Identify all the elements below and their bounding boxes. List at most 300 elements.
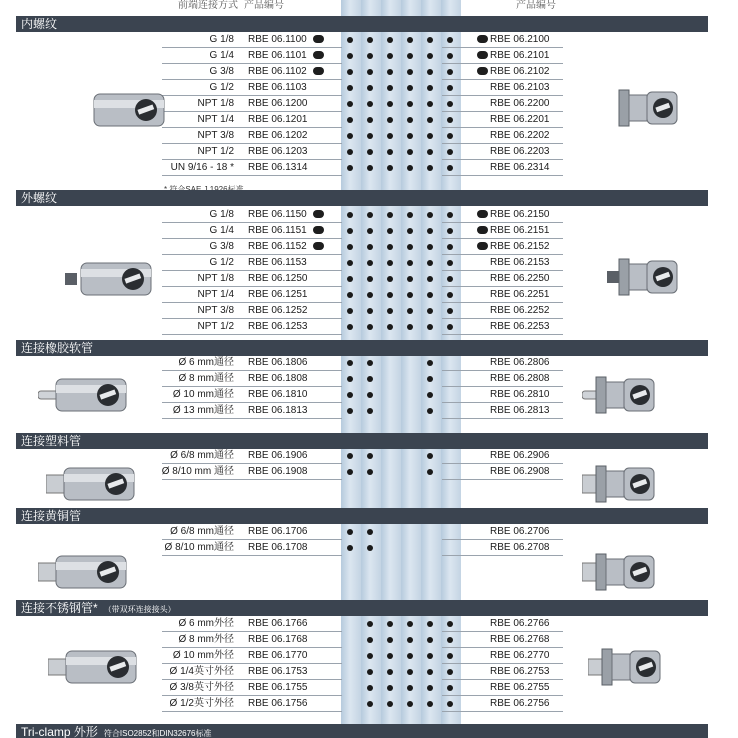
availability-dot [407,69,413,75]
section-header [16,600,708,616]
section-title-text: 内螺纹 [21,17,58,31]
availability-dot [387,69,393,75]
availability-dot [447,685,453,691]
availability-dot [427,453,433,459]
availability-dot [347,453,353,459]
product-code-right: RBE 06.2753 [490,666,550,677]
coupling-part-right-icon [582,373,662,422]
coupling-part-left-icon [76,88,168,137]
availability-dot [367,308,373,314]
availability-dot [447,701,453,707]
connection-size: G 1/2 [209,82,234,93]
availability-dot [427,653,433,659]
product-code-left: RBE 06.1250 [248,273,308,284]
availability-dot [387,308,393,314]
small-black-badge-icon [313,35,324,43]
product-code-left: RBE 06.1103 [248,82,307,93]
availability-dot [427,637,433,643]
availability-dot [367,276,373,282]
table-row [0,207,738,223]
availability-dot [367,469,373,475]
availability-dot [447,37,453,43]
section-header [16,508,708,524]
availability-dot [427,53,433,59]
availability-dot [387,685,393,691]
product-code-right: RBE 06.2813 [490,405,550,416]
availability-dot [407,669,413,675]
availability-dot [347,292,353,298]
availability-dot [347,37,353,43]
header-connection-type: 前端连接方式 [178,0,238,11]
small-black-badge-icon [477,226,488,234]
availability-dot [447,212,453,218]
section-header [16,190,708,206]
connection-size: NPT 1/2 [197,146,234,157]
availability-dot [427,701,433,707]
connection-size: NPT 3/8 [197,305,234,316]
availability-dot [347,324,353,330]
availability-dot [367,37,373,43]
availability-dot [387,37,393,43]
availability-dot [407,37,413,43]
availability-dot [427,37,433,43]
product-code-left: RBE 06.1808 [248,373,308,384]
availability-dot [347,308,353,314]
product-code-right: RBE 06.2806 [490,357,550,368]
product-code-right: RBE 06.2151 [490,225,550,236]
connection-size: NPT 1/4 [197,114,234,125]
availability-dot [427,469,433,475]
table-row [0,616,738,632]
availability-dot [427,376,433,382]
availability-dot [347,260,353,266]
section-title [21,190,63,208]
product-code-left: RBE 06.1708 [248,542,308,553]
product-code-right: RBE 06.2314 [490,162,550,173]
availability-dot [367,545,373,551]
product-code-left: RBE 06.1813 [248,405,308,416]
availability-dot [427,69,433,75]
small-black-badge-icon [477,51,488,59]
product-code-left: RBE 06.1152 [248,241,307,252]
product-code-right: RBE 06.2908 [490,466,550,477]
product-code-right: RBE 06.2708 [490,542,550,553]
availability-dot [367,637,373,643]
availability-dot [367,669,373,675]
section-title [21,724,212,738]
availability-dot [347,133,353,139]
section-note: 符合ISO2852和DIN32676标准 [103,729,212,738]
availability-dot [367,408,373,414]
table-row [0,160,738,176]
section-title-text: 连接黄铜管 [21,509,82,523]
availability-dot [427,149,433,155]
availability-dot [447,260,453,266]
connection-size: NPT 1/8 [197,273,234,284]
product-code-right: RBE 06.2706 [490,526,550,537]
availability-dot [447,244,453,250]
section-title-text: 连接橡胶软管 [21,341,94,355]
availability-dot [367,376,373,382]
coupling-part-right-icon [582,462,662,511]
table-row [0,355,738,371]
product-code-right: RBE 06.2906 [490,450,550,461]
availability-dot [407,244,413,250]
table-row [0,144,738,160]
product-code-right: RBE 06.2808 [490,373,550,384]
table-row [0,32,738,48]
availability-dot [427,133,433,139]
small-black-badge-icon [477,67,488,75]
product-code-left: RBE 06.1766 [248,618,308,629]
availability-dot [347,376,353,382]
connection-size: Ø 3/8英寸外径 [169,682,234,693]
availability-dot [347,69,353,75]
availability-dot [447,69,453,75]
availability-dot [447,53,453,59]
availability-dot [447,637,453,643]
product-code-right: RBE 06.2766 [490,618,550,629]
product-code-left: RBE 06.1251 [248,289,308,300]
availability-dot [367,685,373,691]
availability-dot [427,260,433,266]
availability-dot [367,292,373,298]
availability-dot [387,165,393,171]
connection-size: G 1/4 [209,225,234,236]
product-code-left: RBE 06.1203 [248,146,308,157]
product-code-right: RBE 06.2200 [490,98,550,109]
product-code-left: RBE 06.1151 [248,225,307,236]
product-code-left: RBE 06.1756 [248,698,308,709]
availability-dot [367,69,373,75]
availability-dot [387,133,393,139]
availability-dot [387,212,393,218]
table-row [0,524,738,540]
availability-dot [347,149,353,155]
section-title-text: 连接塑料管 [21,434,82,448]
availability-dot [387,669,393,675]
section-header [16,433,708,449]
availability-dot [427,360,433,366]
coupling-part-left-icon [48,645,140,694]
availability-dot [387,701,393,707]
connection-size: Ø 8 mm通径 [178,373,234,384]
availability-dot [367,260,373,266]
table-row [0,239,738,255]
product-code-right: RBE 06.2150 [490,209,550,220]
availability-dot [347,101,353,107]
availability-dot [347,212,353,218]
availability-dot [407,621,413,627]
product-code-right: RBE 06.2810 [490,389,550,400]
connection-size: Ø 6 mm外径 [178,618,234,629]
product-code-left: RBE 06.1770 [248,650,308,661]
availability-dot [447,101,453,107]
availability-dot [347,165,353,171]
product-code-right: RBE 06.2101 [490,50,550,61]
connection-size: G 1/4 [209,50,234,61]
availability-dot [347,85,353,91]
product-code-right: RBE 06.2755 [490,682,550,693]
availability-dot [387,292,393,298]
availability-dot [367,244,373,250]
availability-dot [347,408,353,414]
availability-dot [447,133,453,139]
availability-dot [427,621,433,627]
availability-dot [347,117,353,123]
connection-size: Ø 6/8 mm通径 [170,450,234,461]
availability-dot [427,228,433,234]
product-code-right: RBE 06.2756 [490,698,550,709]
availability-dot [407,165,413,171]
small-black-badge-icon [313,67,324,75]
availability-dot [367,85,373,91]
availability-dot [387,260,393,266]
coupling-part-right-icon [582,550,662,599]
availability-dot [447,165,453,171]
coupling-part-left-icon [38,550,130,599]
availability-dot [427,408,433,414]
connection-size: NPT 1/8 [197,98,234,109]
availability-dot [407,149,413,155]
section-title-text: 外螺纹 [21,191,58,205]
product-code-left: RBE 06.1314 [248,162,308,173]
availability-dot [447,669,453,675]
product-code-right: RBE 06.2253 [490,321,550,332]
table-row [0,696,738,712]
availability-dot [427,244,433,250]
availability-dot [447,149,453,155]
availability-dot [427,292,433,298]
product-code-right: RBE 06.2102 [490,66,550,77]
availability-dot [407,685,413,691]
connection-size: Ø 8/10 mm 通径 [161,466,234,477]
product-code-right: RBE 06.2768 [490,634,550,645]
availability-dot [347,53,353,59]
connection-size: UN 9/16 - 18 * [170,162,234,173]
availability-dot [347,244,353,250]
product-code-left: RBE 06.1253 [248,321,308,332]
availability-dot [367,392,373,398]
connection-size: Ø 8 mm外径 [178,634,234,645]
product-code-left: RBE 06.1100 [248,34,307,45]
availability-dot [367,324,373,330]
section-note: （带双环连接接头） [103,605,176,614]
connection-size: NPT 1/4 [197,289,234,300]
availability-dot [427,685,433,691]
connection-size: G 3/8 [209,241,234,252]
availability-dot [387,276,393,282]
small-black-badge-icon [313,226,324,234]
small-black-badge-icon [477,210,488,218]
product-code-right: RBE 06.2153 [490,257,550,268]
availability-dot [427,324,433,330]
small-black-badge-icon [313,51,324,59]
product-code-right: RBE 06.2103 [490,82,550,93]
connection-size: Ø 10 mm外径 [172,650,234,661]
availability-dot [387,621,393,627]
availability-dot [367,101,373,107]
availability-dot [407,228,413,234]
product-code-left: RBE 06.1252 [248,305,308,316]
section-header [16,340,708,356]
small-black-badge-icon [313,210,324,218]
table-row [0,223,738,239]
availability-dot [427,117,433,123]
section-title-text: Tri-clamp 外形 [21,725,98,738]
availability-dot [447,117,453,123]
availability-dot [447,621,453,627]
availability-dot [367,360,373,366]
product-code-right: RBE 06.2152 [490,241,550,252]
availability-dot [387,53,393,59]
section-header [16,16,708,32]
availability-dot [367,212,373,218]
availability-dot [407,292,413,298]
availability-dot [347,360,353,366]
product-code-right: RBE 06.2202 [490,130,550,141]
availability-dot [427,276,433,282]
availability-dot [367,53,373,59]
product-code-left: RBE 06.1755 [248,682,308,693]
availability-dot [407,53,413,59]
product-code-left: RBE 06.1101 [248,50,307,61]
product-code-right: RBE 06.2250 [490,273,550,284]
small-black-badge-icon [313,242,324,250]
connection-size: NPT 3/8 [197,130,234,141]
availability-dot [387,637,393,643]
availability-dot [347,276,353,282]
product-code-right: RBE 06.2770 [490,650,550,661]
availability-dot [387,85,393,91]
availability-dot [387,228,393,234]
availability-dot [447,324,453,330]
coupling-part-left-icon [46,462,138,511]
availability-dot [367,117,373,123]
availability-dot [427,308,433,314]
product-code-left: RBE 06.1706 [248,526,308,537]
availability-dot [387,101,393,107]
availability-dot [447,276,453,282]
connection-size: Ø 8/10 mm通径 [164,542,234,553]
availability-dot [447,85,453,91]
availability-dot [407,133,413,139]
product-code-left: RBE 06.1810 [248,389,308,400]
product-code-left: RBE 06.1768 [248,634,308,645]
product-code-left: RBE 06.1200 [248,98,308,109]
product-code-left: RBE 06.1153 [248,257,307,268]
availability-dot [367,653,373,659]
product-code-left: RBE 06.1806 [248,357,308,368]
availability-dot [407,260,413,266]
connection-size: G 1/8 [209,209,234,220]
product-code-left: RBE 06.1102 [248,66,307,77]
availability-dot [367,149,373,155]
availability-dot [347,469,353,475]
section-header [16,724,708,738]
header-right-code: 产品编号 [516,0,556,11]
availability-dot [427,392,433,398]
availability-dot [407,324,413,330]
product-code-right: RBE 06.2251 [490,289,550,300]
product-code-right: RBE 06.2203 [490,146,550,157]
connection-size: Ø 1/2英寸外径 [169,698,234,709]
availability-dot [407,637,413,643]
availability-dot [367,165,373,171]
availability-dot [387,117,393,123]
availability-dot [367,701,373,707]
availability-dot [367,228,373,234]
coupling-part-right-icon [588,645,668,694]
availability-dot [407,701,413,707]
connection-size: Ø 6 mm通径 [178,357,234,368]
availability-dot [407,653,413,659]
availability-dot [407,308,413,314]
table-row [0,48,738,64]
availability-dot [447,308,453,314]
availability-dot [407,212,413,218]
product-code-left: RBE 06.1202 [248,130,308,141]
connection-size: Ø 10 mm通径 [172,389,234,400]
table-row [0,64,738,80]
availability-dot [407,117,413,123]
product-code-left: RBE 06.1906 [248,450,308,461]
connection-size: Ø 13 mm通径 [172,405,234,416]
connection-size: G 1/2 [209,257,234,268]
availability-dot [387,324,393,330]
product-code-left: RBE 06.1908 [248,466,308,477]
availability-dot [347,545,353,551]
availability-dot [387,149,393,155]
connection-size: G 3/8 [209,66,234,77]
coupling-part-left-icon [38,373,130,422]
availability-dot [347,228,353,234]
product-code-right: RBE 06.2201 [490,114,550,125]
availability-dot [427,85,433,91]
product-code-left: RBE 06.1201 [248,114,308,125]
availability-dot [407,101,413,107]
product-code-right: RBE 06.2252 [490,305,550,316]
availability-dot [427,165,433,171]
availability-dot [367,133,373,139]
availability-dot [347,529,353,535]
product-code-right: RBE 06.2100 [490,34,550,45]
availability-dot [367,529,373,535]
section-title-text: 连接不锈钢管* [21,601,98,615]
connection-size: G 1/8 [209,34,234,45]
connection-size: Ø 1/4英寸外径 [169,666,234,677]
product-code-left: RBE 06.1753 [248,666,308,677]
availability-dot [367,621,373,627]
availability-dot [387,244,393,250]
availability-dot [427,669,433,675]
availability-dot [427,212,433,218]
coupling-part-right-icon [605,255,685,304]
coupling-part-right-icon [605,86,685,135]
small-black-badge-icon [477,35,488,43]
availability-dot [447,228,453,234]
availability-dot [447,292,453,298]
availability-dot [387,653,393,659]
small-black-badge-icon [477,242,488,250]
availability-dot [407,276,413,282]
product-code-left: RBE 06.1150 [248,209,307,220]
table-row [0,319,738,335]
connection-size: NPT 1/2 [197,321,234,332]
connection-size: Ø 6/8 mm通径 [170,526,234,537]
availability-dot [347,392,353,398]
availability-dot [427,101,433,107]
